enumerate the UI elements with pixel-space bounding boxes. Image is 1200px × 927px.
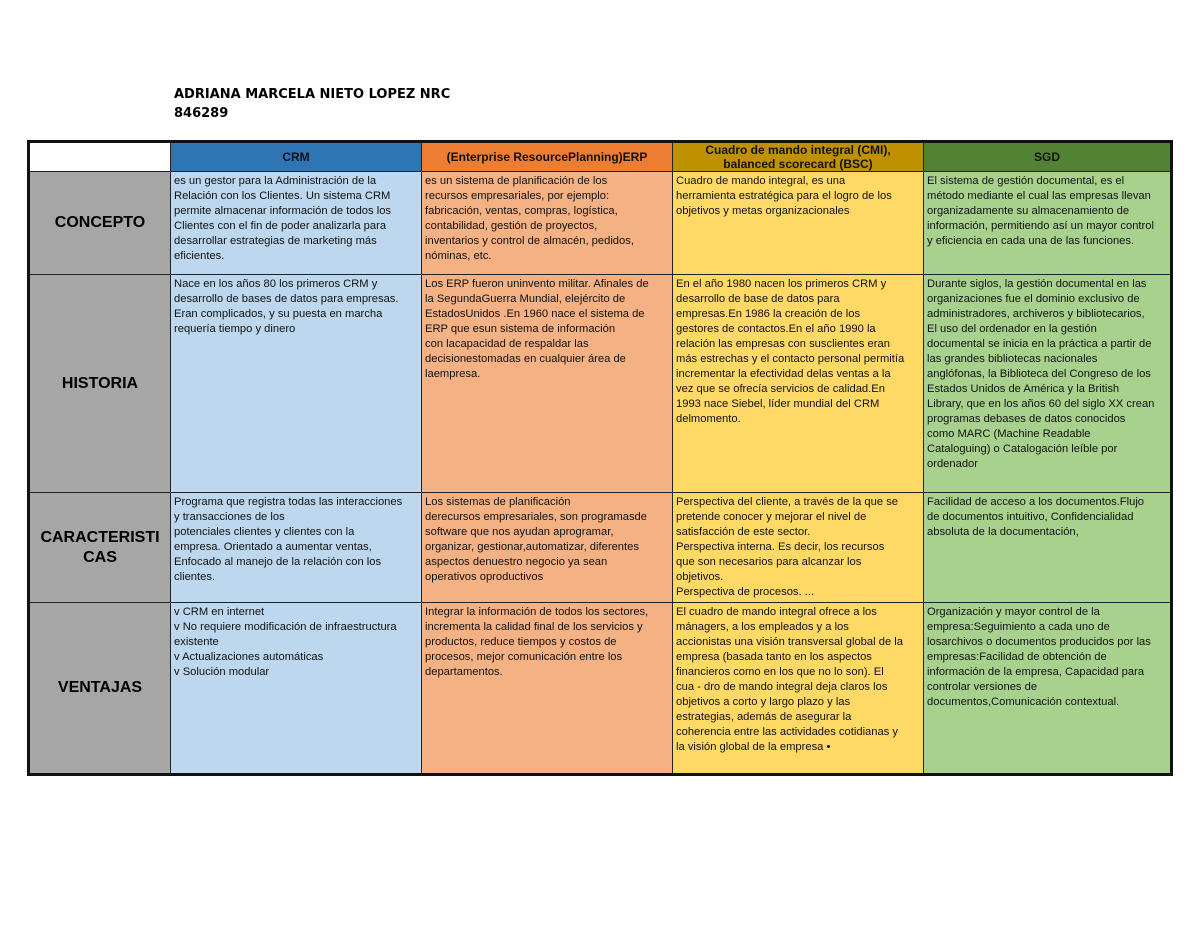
table-row-caracteristicas bbox=[29, 493, 1172, 603]
table-header-row bbox=[29, 142, 1172, 172]
row-label-caracteristicas: CARACTERISTI CAS bbox=[29, 493, 171, 603]
cell-caracteristicas-bsc: Perspectiva del cliente, a través de la que se pretende conocer y mejorar el nivel de satisfacción de este sector. Perspectiva interna. Es decir, los recursos que son necesarios para alcanzar los objetivos. Perspectiva de procesos. ... bbox=[673, 493, 924, 603]
table-row-concepto bbox=[29, 172, 1172, 275]
row-label-historia: HISTORIA bbox=[29, 275, 171, 493]
cell-ventajas-sgd: Organización y mayor control de la empresa:Seguimiento a cada uno de losarchivos o documentos producidos por las empresas:Facilidad de obtención de información de la empresa, Capacidad para controlar versiones de documentos,Comunicación contextual. bbox=[924, 603, 1172, 775]
cell-caracteristicas-sgd: Facilidad de acceso a los documentos.Flujo de documentos intuitivo, Confidencialidad absoluta de la documentación, bbox=[924, 493, 1172, 603]
cell-caracteristicas-erp: Los sistemas de planificación derecursos empresariales, son programasde software que nos ayudan aprogramar, organizar, gestionar,automatizar, diferentes aspectos denuestro negocio ya sean operativos oproductivos bbox=[422, 493, 673, 603]
cell-concepto-erp: es un sistema de planificación de los recursos empresariales, por ejemplo: fabricación, ventas, compras, logística, contabilidad, gestión de proyectos, inventarios y control de almacén, pedidos, nóminas, etc. bbox=[422, 172, 673, 275]
cell-historia-bsc: En el año 1980 nacen los primeros CRM y desarrollo de base de datos para empresas.En 1986 la creación de los gestores de contactos.En el año 1990 la relación las empresas con susclientes eran más estrechas y el contacto personal permitía incrementar la efectividad delas ventas a la vez que se ofrecía servicios de calidad.En 1993 nace Siebel, líder mundial del CRM delmomento. bbox=[673, 275, 924, 493]
header-crm: CRM bbox=[171, 142, 422, 172]
cell-concepto-crm: es un gestor para la Administración de la Relación con los Clientes. Un sistema CRM permite almacenar información de todos los Clientes con el fin de poder analizarla para desarrollar estrategias de marketing más eficientes. bbox=[171, 172, 422, 275]
header-erp: (Enterprise ResourcePlanning)ERP bbox=[422, 142, 673, 172]
cell-historia-erp: Los ERP fueron uninvento militar. Afinales de la SegundaGuerra Mundial, elejército de EstadosUnidos .En 1960 nace el sistema de ERP que esun sistema de información con lacapacidad de respaldar las decisionestomadas en cualquier área de laempresa. bbox=[422, 275, 673, 493]
comparison-table bbox=[27, 140, 1173, 776]
cell-historia-sgd: Durante siglos, la gestión documental en las organizaciones fue el dominio exclusivo de administradores, archiveros y bibliotecarios, El uso del ordenador en la gestión documental se inicia en la práctica a partir de las grandes bibliotecas nacionales anglófonas, la Biblioteca del Congreso de los Estados Unidos de América y la British Library, que en los años 60 del siglo XX crean programas debases de datos conocidos como MARC (Machine Readable Cataloguing) o Catalogación leíble por ordenador bbox=[924, 275, 1172, 493]
table-row-ventajas bbox=[29, 603, 1172, 775]
row-label-ventajas: VENTAJAS bbox=[29, 603, 171, 775]
cell-caracteristicas-crm: Programa que registra todas las interacciones y transacciones de los potenciales clientes y clientes con la empresa. Orientado a aumentar ventas, Enfocado al manejo de la relación con los clientes. bbox=[171, 493, 422, 603]
cell-ventajas-erp: Integrar la información de todos los sectores, incrementa la calidad final de los servicios y productos, reduce tiempos y costos de procesos, mejor comunicación entre los departamentos. bbox=[422, 603, 673, 775]
table-row-historia bbox=[29, 275, 1172, 493]
cell-ventajas-bsc: El cuadro de mando integral ofrece a los mánagers, a los empleados y a los accionistas una visión transversal global de la empresa (basada tanto en los aspectos financieros como en los que no lo son). El cua - dro de mando integral deja claros los objetivos a corto y largo plazo y las estrategias, además de asegurar la coherencia entre las actividades cotidianas y la visión global de la empresa • bbox=[673, 603, 924, 775]
cell-ventajas-crm: v CRM en internet v No requiere modificación de infraestructura existente v Actualizaciones automáticas v Solución modular bbox=[171, 603, 422, 775]
author-name: ADRIANA MARCELA NIETO LOPEZ NRC bbox=[174, 87, 451, 102]
header-empty-cell bbox=[29, 142, 171, 172]
cell-historia-crm: Nace en los años 80 los primeros CRM y desarrollo de bases de datos para empresas. Eran complicados, y su puesta en marcha requería tiempo y dinero bbox=[171, 275, 422, 493]
cell-concepto-sgd: El sistema de gestión documental, es el método mediante el cual las empresas llevan organizadamente su almacenamiento de información, permitiendo así un mayor control y eficiencia en cada una de las funciones. bbox=[924, 172, 1172, 275]
header-bsc: Cuadro de mando integral (CMI), balanced scorecard (BSC) bbox=[673, 142, 924, 172]
row-label-concepto: CONCEPTO bbox=[29, 172, 171, 275]
author-nrc: 846289 bbox=[174, 106, 229, 121]
author-block bbox=[174, 85, 450, 123]
header-sgd: SGD bbox=[924, 142, 1172, 172]
cell-concepto-bsc: Cuadro de mando integral, es una herramienta estratégica para el logro de los objetivos y metas organizacionales bbox=[673, 172, 924, 275]
